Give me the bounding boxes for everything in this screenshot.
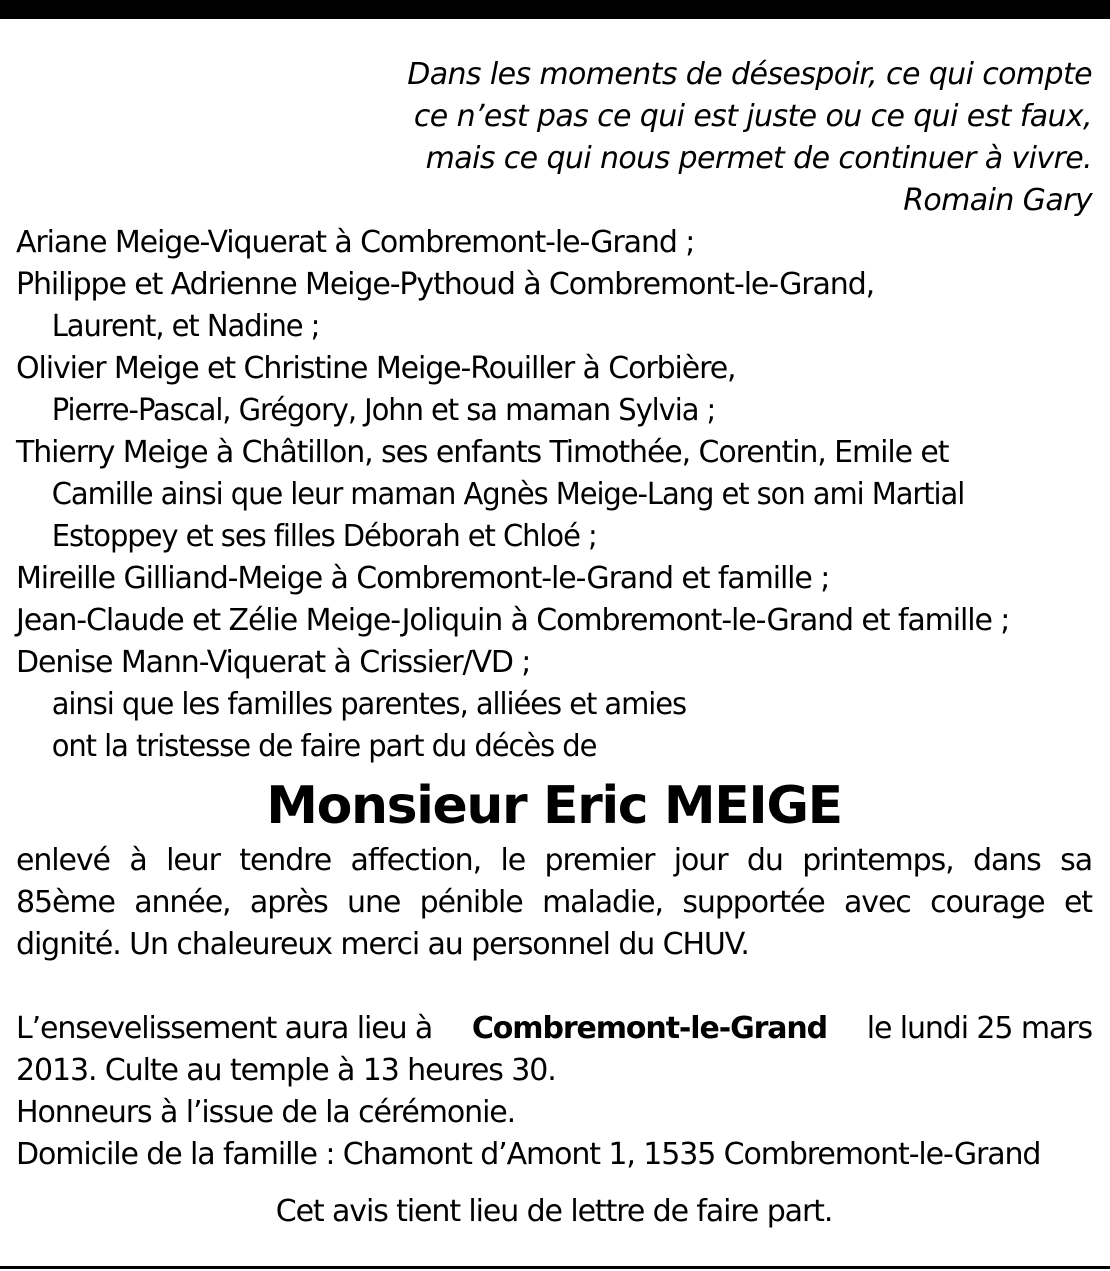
word: maladie,	[542, 885, 663, 920]
word: après	[249, 885, 328, 920]
closing-note: Cet avis tient lieu de lettre de faire part.	[275, 1194, 833, 1229]
deceased-name: Monsieur Eric MEIGE	[266, 776, 842, 836]
word: affection,	[350, 843, 482, 878]
word: année,	[134, 885, 231, 920]
word: pénible	[419, 885, 523, 920]
funeral-service-line: 2013. Culte au temple à 13 heures 30.	[16, 1053, 556, 1088]
word: sa	[1060, 843, 1092, 878]
mourner-line: Estoppey et ses filles Déborah et Chloé ;	[51, 519, 597, 554]
paragraph-gap	[16, 966, 1092, 1008]
honours-line: Honneurs à l’issue de la cérémonie.	[16, 1095, 516, 1130]
word: et	[1063, 885, 1092, 920]
word: le	[500, 843, 526, 878]
quote-line: Dans les moments de désespoir, ce qui compte	[407, 57, 1092, 92]
funeral-date: le lundi 25 mars	[866, 1011, 1092, 1046]
word: enlevé	[16, 843, 110, 878]
mourner-line: Olivier Meige et Christine Meige-Rouiller à Corbière,	[16, 351, 736, 386]
quote-line: ce n’est pas ce qui est juste ou ce qui est faux,	[413, 99, 1092, 134]
word: premier	[544, 843, 655, 878]
word: 85ème	[16, 885, 115, 920]
mourner-line: Denise Mann-Viquerat à Crissier/VD ;	[16, 645, 531, 680]
mourner-line: Laurent, et Nadine ;	[51, 309, 320, 344]
word: à	[129, 843, 147, 878]
tribute-line: dignité. Un chaleureux merci au personnel du CHUV.	[16, 927, 749, 962]
tribute-line	[16, 840, 1092, 882]
quote-author: Romain Gary	[903, 183, 1092, 218]
word: courage	[930, 885, 1045, 920]
mourner-line: Ariane Meige-Viquerat à Combremont-le-Grand ;	[16, 225, 695, 260]
word: une	[347, 885, 401, 920]
mourner-line: Pierre-Pascal, Grégory, John et sa maman Sylvia ;	[51, 393, 716, 428]
mourner-line: Jean-Claude et Zélie Meige-Joliquin à Combremont-le-Grand et famille ;	[16, 603, 1010, 638]
funeral-place: Combremont-le-Grand	[471, 1011, 828, 1046]
funeral-paragraph	[16, 1008, 1092, 1176]
announcement-line: ont la tristesse de faire part du décès de	[51, 729, 597, 764]
mourner-line: Mireille Gilliand-Meige à Combremont-le-Grand et famille ;	[16, 561, 830, 596]
domicile-line: Domicile de la famille : Chamont d’Amont 1, 1535 Combremont-le-Grand	[16, 1137, 1041, 1172]
word: printemps,	[802, 843, 954, 878]
word: du	[746, 843, 783, 878]
mourner-line: Philippe et Adrienne Meige-Pythoud à Combremont-le-Grand,	[16, 267, 875, 302]
tribute-paragraph	[16, 840, 1092, 966]
tribute-line	[16, 882, 1092, 924]
obituary-notice	[16, 54, 1092, 1233]
word: dans	[973, 843, 1041, 878]
announcement-line: ainsi que les familles parentes, alliées et amies	[51, 687, 687, 722]
word: jour	[673, 843, 728, 878]
top-rule	[0, 0, 1110, 19]
mourner-line: Thierry Meige à Châtillon, ses enfants Timothée, Corentin, Emile et	[16, 435, 949, 470]
mourners-list	[16, 222, 1092, 768]
quote-line: mais ce qui nous permet de continuer à vivre.	[425, 141, 1092, 176]
word: leur	[166, 843, 220, 878]
funeral-intro: L’ensevelissement aura lieu à	[16, 1011, 433, 1046]
word: avec	[844, 885, 911, 920]
mourner-line: Camille ainsi que leur maman Agnès Meige-Lang et son ami Martial	[51, 477, 965, 512]
word: tendre	[239, 843, 332, 878]
funeral-line	[16, 1008, 1092, 1050]
word: supportée	[682, 885, 825, 920]
epigraph-quote	[16, 54, 1092, 222]
bottom-rule	[0, 1266, 1110, 1269]
